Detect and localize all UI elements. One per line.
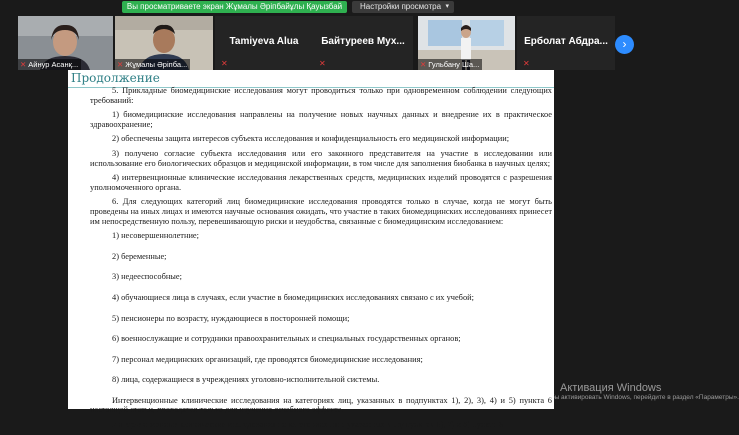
participant-name-label: ✕ Айнур Асанқ...	[18, 59, 81, 70]
list-item: 4) обучающиеся лица в случаях, если участие в биомедицинских исследованиях связано с их учебой;	[112, 292, 474, 302]
paragraph: 4) интервенционные клинические исследования лекарственных средств, медицинских изделий проводятся с разрешения уполномоченного органа.	[90, 173, 552, 192]
document-title: Продолжение	[71, 71, 160, 85]
list-item: 2) беременные;	[112, 251, 167, 261]
shared-document	[68, 70, 554, 430]
muted-mic-icon: ✕	[221, 59, 228, 68]
paragraph: 5. Прикладные биомедицинские исследования могут проводиться только при одновременном соблюдении следующих требований:	[90, 86, 552, 105]
paragraph: 6. Для следующих категорий лиц биомедицинские исследования проводятся только в случае, когда не могут быть проведены на иных лицах и имеются научные основания ожидать, что участие в таких биомедицинских исследованиях принесет им непосредственную пользу, перевешивающую риски и неудобства, связанные с биомедицинским исследованием:	[90, 197, 552, 226]
windows-activation-watermark	[540, 382, 739, 401]
participant-strip	[0, 14, 640, 70]
participant-name: Байтуреев Мух...	[321, 36, 405, 47]
participant-name: Tamiyeva Alua	[229, 36, 299, 47]
list-item: 3) недееспособные;	[112, 272, 182, 282]
muted-mic-icon: ✕	[117, 60, 124, 69]
paragraph: 3) получено согласие субъекта исследования или его законного представителя на участие в исследовании или использование его биологических образцов и медицинской информации, в том числе для заполнения биобанка в научных целях;	[90, 148, 552, 168]
next-page-arrow-icon[interactable]: ›	[615, 35, 634, 54]
list-item: 1) несовершеннолетние;	[112, 231, 199, 241]
muted-mic-icon: ✕	[319, 59, 326, 68]
muted-mic-icon: ✕	[20, 60, 27, 69]
participant-name-label: ✕ Жұмалы Әріпба...	[115, 59, 190, 70]
list-item: 5) пенсионеры по возрасту, нуждающиеся в посторонней помощи;	[112, 313, 350, 323]
view-settings-label: Настройки просмотра	[360, 2, 442, 11]
participant-tile[interactable]	[215, 16, 313, 70]
watermark-subtitle: Чтобы активировать Windows, перейдите в раздел «Параметры».	[540, 394, 739, 401]
participant-tile[interactable]	[517, 16, 615, 70]
participant-tile[interactable]	[18, 16, 113, 70]
participant-name: Ерболат Абдра...	[524, 36, 608, 47]
muted-mic-icon: ✕	[523, 59, 530, 68]
participant-tile[interactable]	[418, 16, 515, 70]
list-item: 7) персонал медицинских организаций, где проводятся биомедицинские исследования;	[112, 354, 423, 364]
paragraph: Интервенционные клинические исследования на категориях лиц, указанных в подпунктах 1), 2), 3), 4) и 5) пункта 6 настоящей статьи, проводятся только для изучения лечебного эффекта.	[90, 395, 552, 415]
paragraph: 1) биомедицинские исследования направлены на получение новых научных данных и внедрение их в практическое здравоохранение;	[90, 110, 552, 129]
list-item: 8) лица, содержащиеся в учреждениях уголовно-исполнительной системы.	[112, 375, 380, 385]
participant-name-label: ✕ Гульбану Ша...	[418, 59, 482, 70]
document-body	[90, 86, 552, 435]
list-item: 6) военнослужащие и сотрудники правоохранительных и специальных государственных органов;	[112, 334, 461, 344]
watermark-title: Активация Windows	[560, 382, 662, 394]
viewing-screen-banner: Вы просматриваете экран Жұмалы Әріпбайұлы Қауызбай	[122, 1, 347, 13]
paragraph: Интервенционные клинические исследования на категориях лиц, указанных в подпунктах 6), 7) и 8) пункта 6	[112, 420, 504, 430]
paragraph: 2) обеспечены защита интересов субъекта исследования и конфиденциальность его медицинской информации;	[112, 134, 510, 144]
view-settings-button[interactable]	[352, 1, 454, 13]
chevron-down-icon: ▾	[445, 3, 449, 10]
participant-tile[interactable]	[313, 16, 413, 70]
top-bar	[0, 0, 640, 14]
muted-mic-icon: ✕	[420, 60, 427, 69]
participant-tile[interactable]	[115, 16, 213, 70]
